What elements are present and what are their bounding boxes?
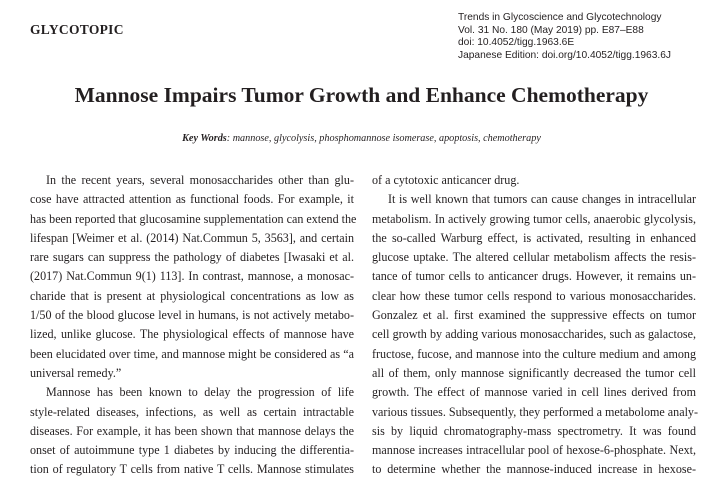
body-line: It is well known that tumors can cause changes in intracellular bbox=[388, 192, 696, 207]
keywords-list: : mannose, glycolysis, phosphomannose isomerase, apoptosis, chemotherapy bbox=[226, 133, 541, 144]
keywords bbox=[0, 133, 723, 144]
body-line: fructose, fucose, and mannose into the culture medium and among bbox=[372, 346, 696, 361]
body-line: style-related diseases, infections, as well as certain intractable bbox=[30, 404, 354, 419]
body-line: to determine whether the mannose-induced increase in hexose- bbox=[372, 462, 696, 477]
doi-link[interactable]: doi: 10.4052/tigg.1963.6E bbox=[458, 37, 575, 48]
section-label: GLYCOTOPIC bbox=[30, 22, 124, 37]
body-line: (2017) Nat.Commun 9(1) 113]. In contrast, mannose, a monosac- bbox=[30, 269, 354, 284]
body-line: cose have attracted attention as functional foods. For example, it bbox=[30, 192, 354, 207]
japanese-edition-doi[interactable]: Japanese Edition: doi.org/10.4052/tigg.1963.6J bbox=[458, 49, 671, 61]
body-line: glucose uptake. The altered cellular metabolism affects the resis- bbox=[372, 250, 696, 265]
body-line: universal remedy.” bbox=[30, 365, 122, 380]
body-line: rare sugars can suppress the pathology of diabetes [Iwasaki et al. bbox=[30, 250, 354, 265]
body-line: tion of regulatory T cells from native T cells. Mannose stimulates bbox=[30, 462, 354, 477]
body-line: Gonzalez et al. first examined the suppressive effects on tumor bbox=[372, 308, 696, 323]
body-line: cell growth by adding various monosaccharides, such as galactose, bbox=[372, 327, 696, 342]
journal-info bbox=[458, 12, 720, 62]
body-column-right bbox=[372, 171, 696, 480]
body-line: been elucidated over time, and mannose might be considered as “a bbox=[30, 346, 354, 361]
body-line: charide that is present at physiological concentrations as low as bbox=[30, 288, 354, 303]
article-title: Mannose Impairs Tumor Growth and Enhance Chemotherapy bbox=[74, 83, 649, 107]
body-line: In the recent years, several monosaccharides other than glu- bbox=[46, 173, 354, 187]
body-line: various tissues. Subsequently, they performed a metabolome analy- bbox=[372, 404, 698, 419]
body-line: clear how these tumor cells respond to various monosaccharides. bbox=[372, 288, 696, 303]
body-line: metabolism. In actively growing tumor cells, anaerobic glycolysis, bbox=[372, 211, 696, 226]
body-line: mannose increases intracellular pool of hexose-6-phosphate. Next, bbox=[372, 443, 696, 458]
body-line: all of them, only mannose significantly decreased the tumor cell bbox=[372, 365, 696, 380]
keywords-label: Key Words bbox=[182, 133, 227, 144]
body-line: has been reported that glucosamine supplementation can extend the bbox=[30, 211, 357, 226]
body-line: diseases. For example, it has been shown that mannose delays the bbox=[30, 423, 354, 438]
body-line: the so-called Warburg effect, is activated, resulting in enhanced bbox=[372, 230, 696, 245]
body-line: Mannose has been known to delay the progression of life bbox=[46, 385, 354, 400]
journal-name: Trends in Glycoscience and Glycotechnology bbox=[458, 12, 662, 23]
body-column-left bbox=[30, 171, 357, 480]
body-line: tance of tumor cells to anticancer drugs. However, it remains un- bbox=[372, 269, 696, 284]
body-line: 1/50 of the blood glucose level in humans, is not actively metabo- bbox=[30, 308, 354, 323]
body-line: lized, unlike glucose. The physiological effects of mannose have bbox=[30, 327, 354, 342]
body-line: lifespan [Weimer et al. (2014) Nat.Commun 5, 3563], and certain bbox=[30, 230, 354, 245]
body-line: sis by liquid chromatography-mass spectrometry. It was found bbox=[372, 423, 696, 438]
volume-issue: Vol. 31 No. 180 (May 2019) pp. E87–E88 bbox=[458, 24, 644, 36]
body-line: of a cytotoxic anticancer drug. bbox=[372, 173, 520, 187]
body-line: growth. The effect of mannose varied in cell lines derived from bbox=[372, 385, 696, 400]
body-line: onset of autoimmune type 1 diabetes by inducing the differentia- bbox=[30, 443, 354, 458]
